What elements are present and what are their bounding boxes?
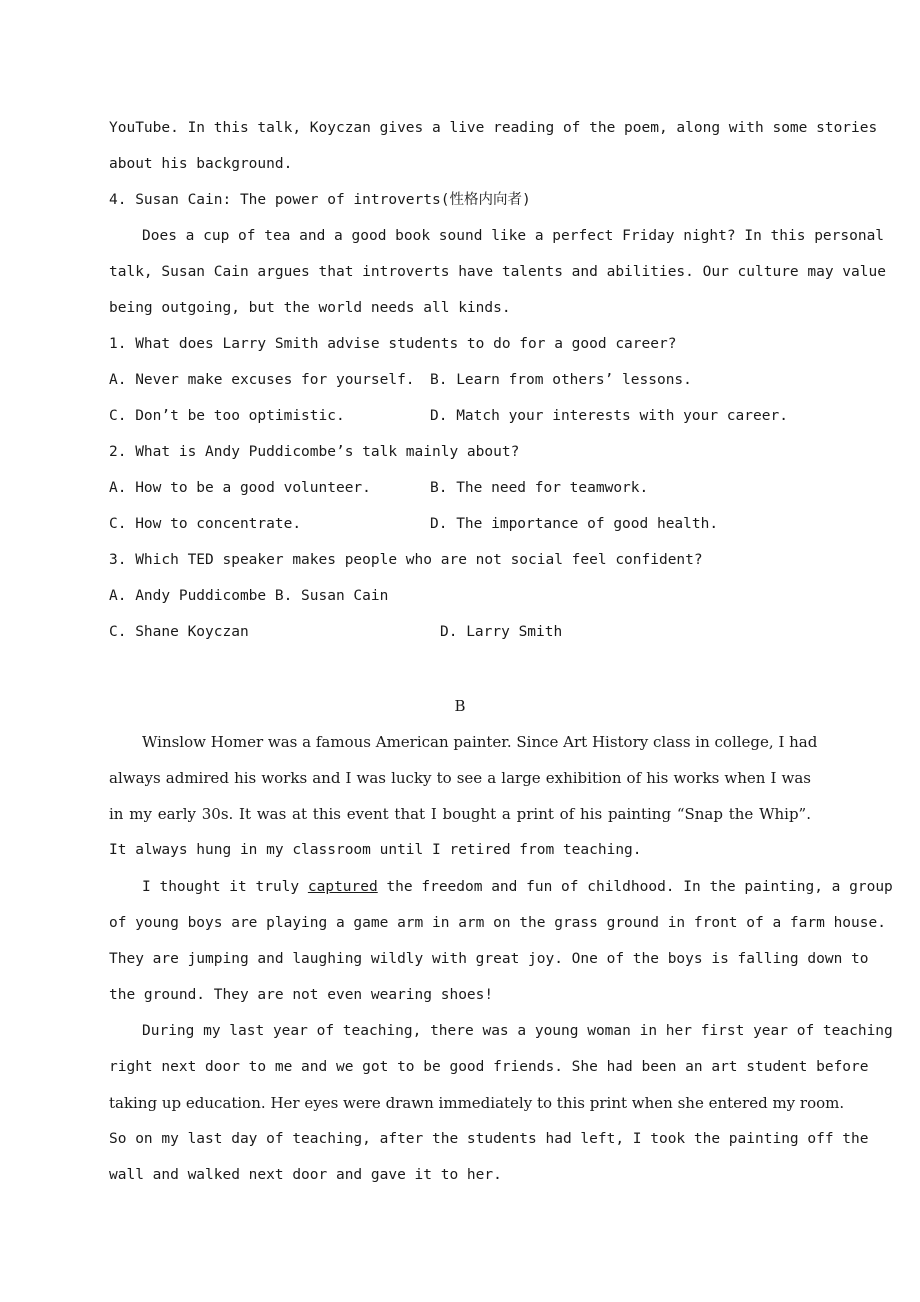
passage-b-p2-line: They are jumping and laughing wildly with great joy. One of the boys is falling down to (109, 951, 869, 967)
question-1-stem: 1. What does Larry Smith advise students to do for a good career? (109, 336, 677, 352)
question-2-option-a[interactable]: A. How to be a good volunteer. (109, 480, 371, 496)
talk-4-description: being outgoing, but the world needs all kinds. (109, 300, 511, 316)
talk-4-heading: 4. Susan Cain: The power of introverts(性格内向者) (109, 192, 531, 208)
passage-b-p2-line: the ground. They are not even wearing shoes! (109, 987, 494, 1003)
passage-b-heading: B (454, 697, 466, 715)
passage-b-p3-line: taking up education. Her eyes were drawn immediately to this print when she entered my room. (109, 1094, 845, 1112)
passage-b-p3-line: So on my last day of teaching, after the students had left, I took the painting off the (109, 1131, 869, 1147)
question-1-options-row (109, 406, 811, 426)
passage-b-p3-line: right next door to me and we got to be good friends. She had been an art student before (109, 1059, 869, 1075)
passage-b-p2-line: of young boys are playing a game arm in arm on the grass ground in front of a farm house. (109, 915, 886, 931)
question-2-option-c[interactable]: C. How to concentrate. (109, 516, 302, 532)
passage-b-p1-line: It always hung in my classroom until I retired from teaching. (109, 842, 642, 858)
question-1-option-a[interactable]: A. Never make excuses for yourself. (109, 372, 415, 388)
passage-b-p1-line: Winslow Homer was a famous American painter. Since Art History class in college, I had (142, 733, 818, 751)
question-2-options-row (109, 514, 811, 534)
underlined-word-captured: captured (307, 879, 378, 895)
question-2-option-b[interactable]: B. The need for teamwork. (430, 480, 649, 496)
question-2-option-d[interactable]: D. The importance of good health. (430, 516, 719, 532)
question-1-option-d[interactable]: D. Match your interests with your career. (430, 408, 788, 424)
passage-b-p2-rest: the freedom and fun of childhood. In the painting, a group (377, 879, 893, 895)
passage-a-line: YouTube. In this talk, Koyczan gives a live reading of the poem, along with some stories (109, 120, 878, 136)
question-3-option-d[interactable]: D. Larry Smith (440, 624, 563, 640)
passage-b-p3-line: During my last year of teaching, there was a young woman in her first year of teaching (142, 1023, 893, 1039)
passage-b-p2-first-line (142, 877, 893, 897)
question-2-options-row (109, 478, 811, 498)
question-3-option-c[interactable]: C. Shane Koyczan (109, 624, 249, 640)
passage-a-line: about his background. (109, 156, 293, 172)
question-1-options-row (109, 370, 811, 390)
talk-4-description: Does a cup of tea and a good book sound like a perfect Friday night? In this personal (142, 228, 885, 244)
question-1-option-c[interactable]: C. Don’t be too optimistic. (109, 408, 345, 424)
question-3-options-ab[interactable]: A. Andy Puddicombe B. Susan Cain (109, 588, 389, 604)
question-1-option-b[interactable]: B. Learn from others’ lessons. (430, 372, 692, 388)
passage-b-p3-line: wall and walked next door and gave it to her. (109, 1167, 502, 1183)
passage-b-p1-line: in my early 30s. It was at this event that I bought a print of his painting “Snap the Whip”. (109, 805, 811, 823)
passage-b-p1-line: always admired his works and I was lucky to see a large exhibition of his works when I was (109, 769, 811, 787)
passage-b-p2-start: I thought it truly (142, 879, 308, 895)
question-2-stem: 2. What is Andy Puddicombe’s talk mainly about? (109, 444, 520, 460)
talk-4-description: talk, Susan Cain argues that introverts have talents and abilities. Our culture may value (109, 264, 886, 280)
question-3-stem: 3. Which TED speaker makes people who are not social feel confident? (109, 552, 703, 568)
question-3-options-row (109, 622, 811, 642)
